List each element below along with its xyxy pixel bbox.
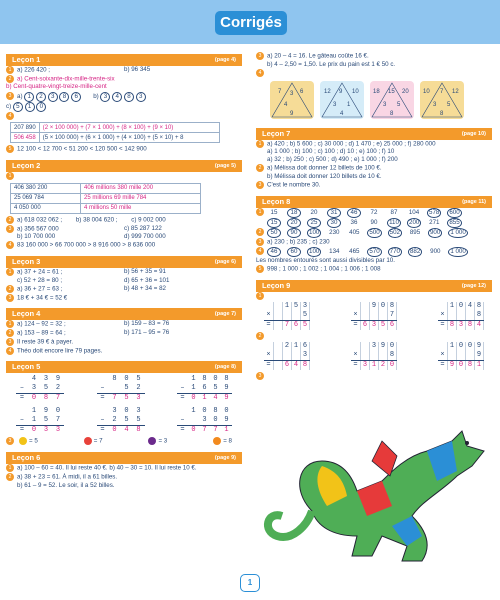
- lesson-9-multiplications-2: [256, 340, 492, 372]
- svg-text:9: 9: [290, 110, 294, 117]
- svg-text:6: 6: [300, 88, 304, 95]
- digit: 0: [457, 302, 466, 311]
- lemon-icon: [19, 437, 27, 445]
- lesson-8-number: 1 000: [450, 247, 466, 255]
- digit: =: [438, 321, 448, 330]
- lesson-5-subtractions-2: 1 9 0 – 1 5 7 = 0 3 3 3 0 3 – 2 5 5 = 0 4 8 1 0 8 0 – 3 0 9 = 0 7 7 1: [6, 405, 242, 437]
- lesson-5-header: Leçon 5 (page 8): [6, 361, 242, 373]
- svg-text:5: 5: [397, 101, 401, 108]
- lesson-8-header: Leçon 8 (page 11): [256, 196, 492, 208]
- lesson-8-number: 25: [307, 218, 321, 228]
- lesson-8-number: 36: [350, 219, 358, 227]
- digit: 1: [475, 361, 484, 370]
- svg-text:10: 10: [352, 88, 359, 95]
- digit: 5: [301, 321, 310, 330]
- svg-text:4: 4: [340, 110, 344, 117]
- digit: 4: [475, 321, 484, 330]
- digit: [370, 311, 379, 320]
- digit: 8: [475, 302, 484, 311]
- digit: 9: [475, 351, 484, 360]
- digit: [438, 342, 448, 351]
- digit: [274, 302, 283, 311]
- lesson-8-number: 90: [370, 219, 378, 227]
- svg-text:18: 18: [373, 88, 380, 95]
- digit: 9: [475, 342, 484, 351]
- digit: [351, 302, 361, 311]
- lesson-8-number: 134: [329, 247, 340, 255]
- lesson-8-row-3: 2 50 90 100 230 405 500 502 895 900 1 000: [256, 228, 492, 238]
- digit: [351, 342, 361, 351]
- digit: 6: [301, 342, 310, 351]
- triangle-4: [420, 81, 464, 119]
- triangle-2: [320, 81, 364, 119]
- svg-text:7: 7: [278, 88, 282, 95]
- lesson-8-number: 502: [389, 229, 400, 237]
- digit: 8: [448, 321, 457, 330]
- strawberry-icon: [84, 437, 92, 445]
- lesson-5-fruits: 3 = 5 = 7 = 3 = 8: [6, 437, 242, 446]
- digit: [361, 342, 370, 351]
- digit: 8: [475, 311, 484, 320]
- digit: [466, 351, 475, 360]
- lesson-8-number: 15: [270, 209, 278, 217]
- lesson-8-number: 900: [429, 229, 441, 237]
- svg-text:12: 12: [324, 88, 331, 95]
- digit: [274, 311, 283, 320]
- svg-text:20: 20: [402, 88, 409, 95]
- lesson-8-row-2: [256, 218, 492, 228]
- lesson-8-number: 30: [327, 218, 341, 228]
- digit: 1: [448, 302, 457, 311]
- lesson-3-header: Leçon 3 (page 6): [6, 256, 242, 268]
- lesson-8-number: 20: [287, 218, 301, 228]
- multiplication: [351, 342, 397, 370]
- digit: ×: [438, 351, 448, 360]
- svg-text:8: 8: [390, 110, 394, 117]
- digit: [361, 311, 370, 320]
- lesson-1-table: 207 890 (2 × 100 000) + (7 × 1 000) + (8 × 100) + (9 × 10) 506 458 (5 × 100 000) + (6 × 1 000) + (4 × 100) + (5 × 10) + 8: [10, 122, 220, 143]
- digit: ×: [264, 311, 274, 320]
- page-number: 1: [240, 574, 260, 592]
- multiplication: [351, 302, 397, 330]
- svg-text:4: 4: [284, 101, 288, 108]
- digit: 3: [301, 302, 310, 311]
- digit: =: [351, 361, 361, 370]
- lesson-8-number: 104: [408, 209, 420, 217]
- lesson-8-number: 50: [267, 228, 281, 238]
- lesson-8-number: 405: [349, 229, 360, 237]
- lesson-8-number: 882: [409, 247, 421, 255]
- digit: 6: [361, 321, 370, 330]
- digit: ×: [351, 311, 361, 320]
- lesson-5-subtractions-1: 4 3 9 – 3 5 2 = 0 8 7 8 0 5 – 5 2 = 7 5 3 1 8 0 8 – 1 6 5 9 = 0 1 4 9: [6, 373, 242, 405]
- digit: 9: [370, 302, 379, 311]
- svg-text:3: 3: [433, 101, 437, 108]
- digit: 3: [457, 321, 466, 330]
- digit: 9: [379, 342, 388, 351]
- svg-text:5: 5: [447, 101, 451, 108]
- digit: 3: [361, 361, 370, 370]
- digit: [274, 361, 283, 370]
- digit: 5: [379, 321, 388, 330]
- digit: 0: [457, 361, 466, 370]
- digit: 3: [301, 351, 310, 360]
- digit: [457, 311, 466, 320]
- digit: [283, 311, 292, 320]
- digit: 3: [370, 321, 379, 330]
- digit: 0: [388, 361, 397, 370]
- digit: [457, 351, 466, 360]
- digit: 4: [292, 361, 301, 370]
- lesson-7-header: Leçon 7 (page 10): [256, 128, 492, 140]
- lesson-8-number: 230: [329, 229, 340, 237]
- grapes-icon: [148, 437, 156, 445]
- lesson-2-table: 406 380 200 406 millions 380 mille 200 25 069 784 25 millions 69 mille 784 4 050 000 4 millions 50 mille: [10, 183, 201, 214]
- multiplication: [264, 302, 310, 330]
- digit: [274, 351, 283, 360]
- lesson-8-number: 600: [449, 209, 460, 217]
- left-column: Leçon 1 (page 4) 1 a) 226 420 ; b) 96 345 2 a) Cent-soixante-dix-mille-trente-six b) Cent-quatre-vingt-treize-mille-cent 3 a) 1 2 3 8 6 b) 3 4 8 3 c) 5 1 0 4 207 890 (2 × 100 000) + (7 × 1 000) + (8 × 100) + (9 × 10) 506 458 (5 × 100 000) + (6 × 1 000) + (4 × 100) + (5 × 10) + 8 5 12 100 < 12 700 < 51 200 < 120 500 < 142 900 Leçon 2 (page 5) 1 406 380 200 406 millions 380 mille 200 25 069 784 25 millions 69 mille 784 4 050 000 4 millions 50 mille 2 a) 618 032 062 ; b) 38 004 620 ; c) 9 002 000 3 a) 356 567 000 c) 85 287 122 b) 10 700 000 d) 999 700 000 4 83 160 000 > 66 700 000 > 8 916 000 > 8 636 000 Leçon 3 (page 6) 1 a) 37 + 24 = 61 ; b) 56 + 35 = 91 c) 52 + 28 = 80 ; d) 65 + 36 = 101 2 a) 36 + 27 = 63 ; b) 48 + 34 = 82 3 18 € + 34 € = 52 € Leçon 4 (page 7) 1 a) 124 – 92 = 32 ; b) 159 – 83 = 76 2 a) 153 – 89 = 64 ; b) 171 – 95 = 76 3 Il reste 39 € à payer. 4 Théo doit encore lire 79 pages. Leçon 5 (page 8) 4 3 9 – 3 5 2 = 0 8 7 8 0 5 – 5 2 = 7 5 3 1 8 0 8 – 1 6 5 9 = 0 1 4 9 1 9 0 – 1 5 7 = 0 3 3 3 0 3 – 2 5 5 = 0 4 8 1 0 8 0 – 3 0 9 = 0 7 7 1 3 = 5 = 7 = 3 = 8 Leçon 6 (page 9) 1 a) 100 – 60 = 40. Il lui reste 40 €. b) 40 – 30 = 10. Il lui reste 10 €. 2 a) 38 + 23 = 61. À midi, il a 61 billes. b) 61 – 9 = 52. Le soir, il a 52 billes.: [6, 48, 242, 490]
- digit: =: [438, 361, 448, 370]
- digit: 2: [379, 361, 388, 370]
- multiplication: [264, 342, 310, 370]
- lesson-8-number: 271: [429, 219, 440, 227]
- right-column: 3 a) 20 – 4 = 16. Le gâteau coûte 16 €. b) 4 – 2,50 = 1,50. Le prix du pain est 1 € 50 c. 4 7 6 3 4 9 12 9 10 3 1 4 18 15 20 3 5 8 10 7 12 3 5 8 Leçon 7 (page 10) 1 a) 420 ; b) 5 600 ; c) 30 000 ; d) 1 470 ; e) 25 000 ; f) 280 000 a) 1 000 ; b) 100 ; c) 100 ; d) 10 ; e) 100 ; f) 10 a) 32 ; b) 250 ; c) 500 ; d) 490 ; e) 1 000 ; f) 200 2 a) Mélissa doit donner 12 billets de 100 €. b) Mélissa doit donner 120 billets de 10 €. 3 C'est le nombre 30. Leçon 8 (page 11) 1 15 18 20 31 46 72 87 104 578 600 15 20 25 30 36 90 110 200 271 855 2 50 90 100 230 405 500 502 895 900 1 000 3 a) 230 ; b) 235 ; c) 230 4 46 60 100 134 465 570 770 882 900 1 000 Les nombres entourés sont aussi divisibles par 10. 5 998 ; 1 000 ; 1 002 ; 1 004 ; 1 006 ; 1 008 Leçon 9 (page 12) 1 1 5 3 × 5 = 7 6 5 9 0 8 × 7 = 6 3 5 6 1 0 4 8 × 8 = 8 3 8 4 2 2 1 6 × 3 = 6 4 8 3 9 0 × 8 = 3 1 2 0 1 0 0 9 × 9 = 9 0 8 1 3: [256, 52, 492, 380]
- lesson-1-header: Leçon 1 (page 4): [6, 54, 242, 66]
- lesson-2-header: Leçon 2 (page 5): [6, 160, 242, 172]
- triangle-1: [270, 81, 314, 119]
- svg-text:10: 10: [423, 88, 430, 95]
- digit: 6: [388, 321, 397, 330]
- lesson-8-number: 100: [309, 247, 320, 255]
- svg-text:9: 9: [339, 88, 343, 95]
- digit: 7: [388, 311, 397, 320]
- digit: [274, 342, 283, 351]
- number-triangles: [256, 78, 492, 122]
- digit: [274, 321, 283, 330]
- digit: 1: [448, 342, 457, 351]
- digit: 5: [292, 302, 301, 311]
- svg-text:3: 3: [383, 101, 387, 108]
- svg-text:1: 1: [347, 101, 351, 108]
- lesson-8-number: 1 000: [450, 229, 466, 237]
- lesson-8-number: 900: [430, 247, 441, 255]
- digit: 8: [466, 361, 475, 370]
- digit: 1: [292, 342, 301, 351]
- lesson-8-number: 31: [327, 208, 341, 218]
- lesson-8-number: 895: [409, 229, 421, 237]
- digit: 8: [388, 351, 397, 360]
- lesson-8-number: 770: [389, 247, 400, 255]
- lesson-8-number: 855: [449, 219, 460, 227]
- lesson-8-number: 87: [390, 209, 398, 217]
- digit: 8: [388, 302, 397, 311]
- digit: [283, 351, 292, 360]
- digit: 0: [379, 302, 388, 311]
- digit: 8: [301, 361, 310, 370]
- multiplication: [438, 302, 484, 330]
- lesson-8-number: 20: [310, 209, 318, 217]
- digit: [370, 351, 379, 360]
- digit: 3: [370, 342, 379, 351]
- lesson-8-number: 90: [287, 228, 301, 238]
- lesson-8-number: 570: [369, 247, 380, 255]
- digit: =: [351, 321, 361, 330]
- digit: [361, 351, 370, 360]
- digit: [379, 351, 388, 360]
- svg-text:7: 7: [440, 88, 444, 95]
- digit: =: [264, 361, 274, 370]
- orange-icon: [213, 437, 221, 445]
- digit: [466, 311, 475, 320]
- svg-text:12: 12: [452, 88, 459, 95]
- digit: ×: [351, 351, 361, 360]
- digit: ×: [438, 311, 448, 320]
- lesson-8-number: 72: [370, 209, 378, 217]
- lesson-8-number: 578: [429, 209, 440, 217]
- lesson-8-number: 100: [309, 229, 320, 237]
- lesson-8-number: 46: [267, 247, 281, 257]
- svg-text:8: 8: [440, 110, 444, 117]
- dragon-illustration: [262, 421, 492, 571]
- lesson-9-multiplications-1: [256, 300, 492, 332]
- digit: 7: [283, 321, 292, 330]
- digit: 1: [283, 302, 292, 311]
- lesson-8-number: 200: [409, 219, 420, 227]
- digit: [264, 342, 274, 351]
- digit: 6: [283, 361, 292, 370]
- triangle-3: [370, 81, 414, 119]
- digit: [292, 351, 301, 360]
- lesson-8-number: 110: [387, 218, 401, 228]
- lesson-8-row-1: 1 15 18 20 31 46 72 87 104 578 600: [256, 208, 492, 218]
- svg-text:3: 3: [290, 90, 294, 97]
- digit: [448, 351, 457, 360]
- svg-text:15: 15: [388, 88, 395, 95]
- digit: =: [264, 321, 274, 330]
- digit: [438, 302, 448, 311]
- digit: 0: [388, 342, 397, 351]
- lesson-8-number: 18: [287, 208, 301, 218]
- digit: 8: [466, 321, 475, 330]
- digit: [292, 311, 301, 320]
- lesson-6-header: Leçon 6 (page 9): [6, 452, 242, 464]
- digit: ×: [264, 351, 274, 360]
- digit: 9: [448, 361, 457, 370]
- lesson-8-number: 46: [347, 208, 361, 218]
- digit: 1: [370, 361, 379, 370]
- digit: [448, 311, 457, 320]
- lesson-4-header: Leçon 4 (page 7): [6, 308, 242, 320]
- digit: [264, 302, 274, 311]
- lesson-8-row-5: 4 46 60 100 134 465 570 770 882 900 1 000: [256, 247, 492, 257]
- multiplication: [438, 342, 484, 370]
- digit: 6: [292, 321, 301, 330]
- lesson-8-number: 500: [369, 229, 380, 237]
- svg-text:3: 3: [333, 101, 337, 108]
- page-title: Corrigés: [215, 11, 287, 35]
- lesson-8-number: 465: [349, 247, 360, 255]
- digit: 2: [283, 342, 292, 351]
- digit: [361, 302, 370, 311]
- digit: 0: [466, 342, 475, 351]
- digit: 4: [466, 302, 475, 311]
- lesson-1-ex3: 3 a) 1 2 3 8 6 b) 3 4 8 3: [6, 92, 242, 102]
- digit: 0: [457, 342, 466, 351]
- digit: [379, 311, 388, 320]
- lesson-8-number: 15: [267, 218, 281, 228]
- digit: 5: [301, 311, 310, 320]
- lesson-9-header: Leçon 9 (page 12): [256, 280, 492, 292]
- lesson-8-number: 60: [287, 247, 301, 257]
